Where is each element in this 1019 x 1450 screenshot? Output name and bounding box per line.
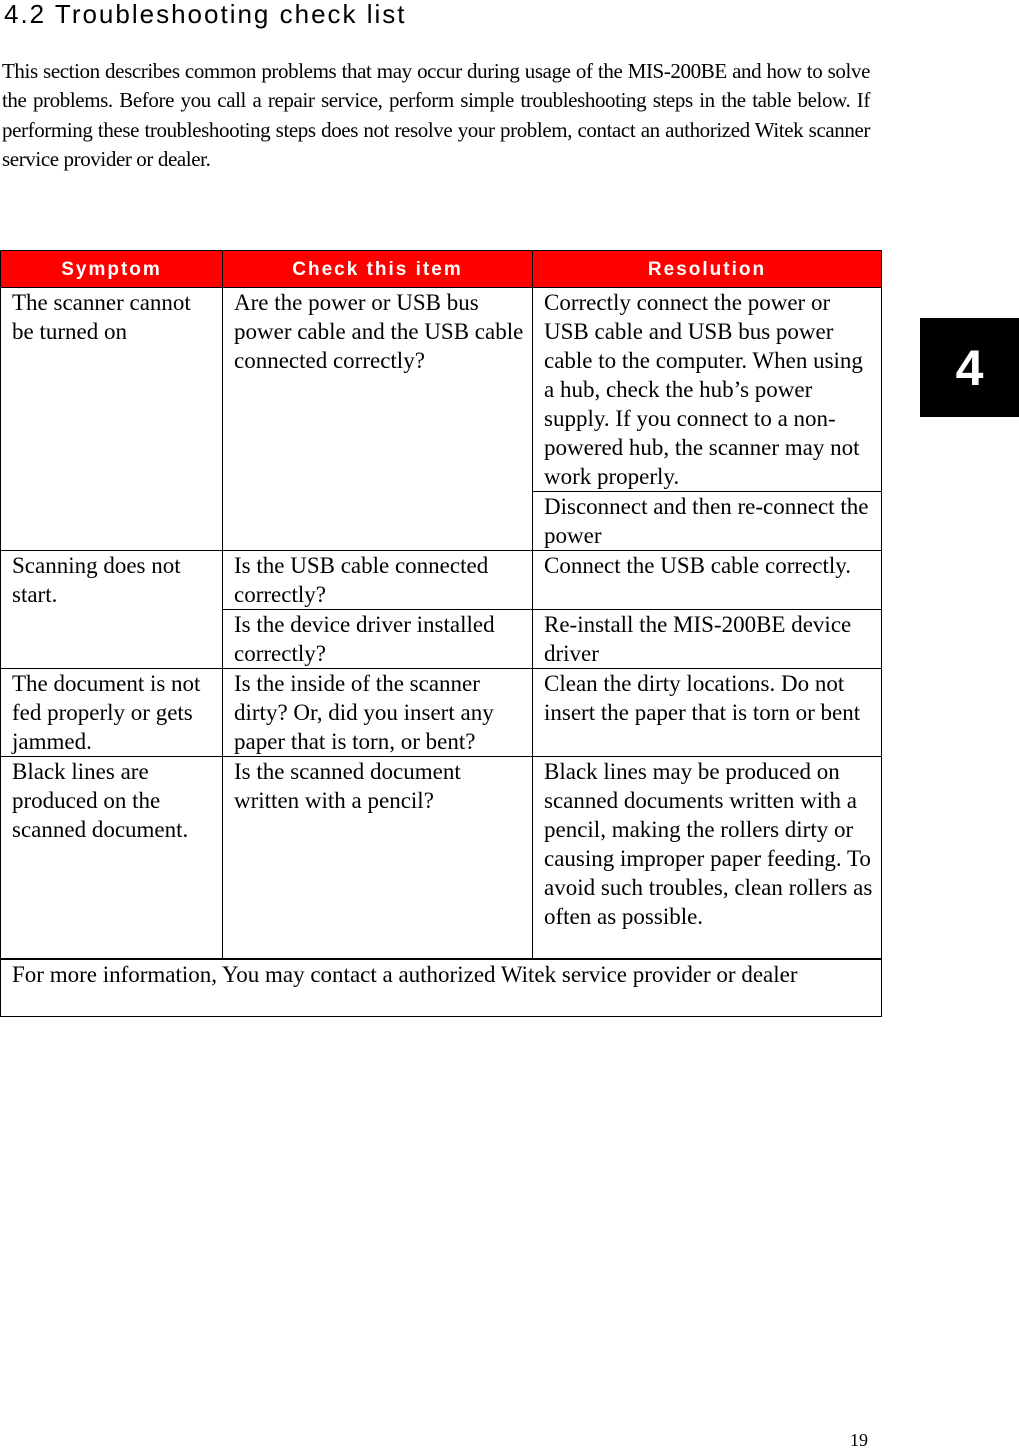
troubleshooting-table: [0, 250, 882, 1017]
header-resolution: Resolution: [533, 251, 882, 288]
check-cell: Is the USB cable connected correctly?: [223, 551, 533, 610]
symptom-cell: The document is not fed properly or gets jammed.: [1, 669, 223, 757]
resolution-cell: Re-install the MIS-200BE device driver: [533, 610, 882, 669]
table-row: [1, 288, 882, 492]
table-row: [1, 669, 882, 757]
intro-paragraph: This section describes common problems that may occur during usage of the MIS-200BE and how to solve the problems. Before you call a repair service, perform simple troubleshooting steps in the table below. If performing these troubleshooting steps does not resolve your problem, contact an authorized Witek scanner service provider or dealer.: [2, 59, 870, 171]
resolution-cell: Clean the dirty locations. Do not insert the paper that is torn or bent: [533, 669, 882, 757]
page-number: 19: [850, 1430, 868, 1450]
symptom-cell: The scanner cannot be turned on: [1, 288, 223, 551]
table-header-row: [1, 251, 882, 288]
header-check-item: Check this item: [223, 251, 533, 288]
table-row: [1, 551, 882, 610]
resolution-cell: Black lines may be produced on scanned documents written with a pencil, making the rollers dirty or causing improper paper feeding. To avoid such troubles, clean rollers as often as possible.: [533, 757, 882, 959]
check-cell: Is the device driver installed correctly?: [223, 610, 533, 669]
table-row: [1, 757, 882, 959]
symptom-cell: Black lines are produced on the scanned document.: [1, 757, 223, 959]
footer-note: For more information, You may contact a authorized Witek service provider or dealer: [1, 959, 882, 1017]
table-footer-row: [1, 959, 882, 1017]
check-cell: Is the inside of the scanner dirty? Or, did you insert any paper that is torn, or bent?: [223, 669, 533, 757]
resolution-cell: Correctly connect the power or USB cable and USB bus power cable to the computer. When using a hub, check the hub’s power supply. If you connect to a non-powered hub, the scanner may not work properly.: [533, 288, 882, 492]
resolution-cell: Disconnect and then re-connect the power: [533, 492, 882, 551]
check-cell: Are the power or USB bus power cable and the USB cable connected correctly?: [223, 288, 533, 551]
resolution-cell: Connect the USB cable correctly.: [533, 551, 882, 610]
check-cell: Is the scanned document written with a pencil?: [223, 757, 533, 959]
header-symptom: Symptom: [1, 251, 223, 288]
section-title: 4.2 Troubleshooting check list: [4, 0, 407, 29]
symptom-cell: Scanning does not start.: [1, 551, 223, 669]
chapter-tab: 4: [920, 318, 1019, 417]
